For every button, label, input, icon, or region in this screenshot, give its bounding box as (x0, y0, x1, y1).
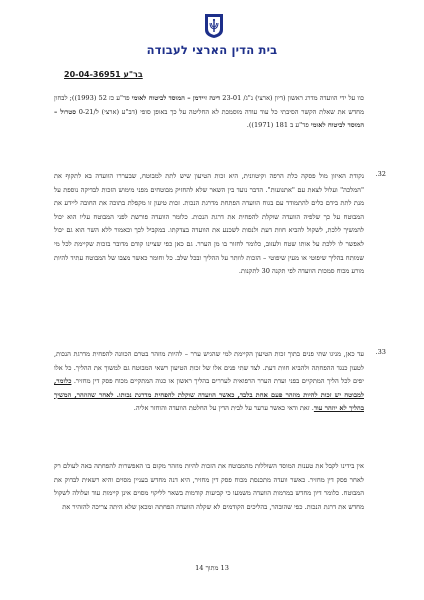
paragraph-33-text-1: עד כאן, מניגו שתי פנים בתוך זכות הטיעון הקיימת למי שהגיש ערר – להיות מוזהר בטרם הכוונה להפחית מדרגת הנכות, לטעון כנגד ההפחתה ולהביא חוות דעת. לצד שתי פנים אלו של זכות הטיעון רשאי המבוטח גם למשוך את ההליך. כל אלו יפים לכל הליך המתקיים בפני ועדת הערר הרפואית לעררים בהליך ראשון או כגוה המתקיים מכוח פסק דין מחזיר. (54, 350, 364, 386)
intro-citation-1: דינה זיידמן – המוסד לביטוח לאומי (131, 94, 221, 102)
intro-text-3: פד"ע ב 181 (1971)). (246, 121, 311, 130)
paragraph-33-emphasis: כלומר, למבוטח יש זכות להיות מוזהר פעם אחת בלבד, כאשר הוועדה שוקלת להפחית מדרגת נכותו. לאחר שהוזהר, המשיך בהליך לא יוזהר עוד (54, 377, 364, 413)
paragraph-33-text-2: . זאת ודאי כאשר ערער על לבית הדין על החלטת הוועדה והוחזר אליה. (133, 404, 314, 413)
paragraph-33 (54, 348, 364, 416)
state-emblem-icon (203, 13, 225, 39)
intro-text-1: כוו על ידי הוועדה מדרג ראשון (דיון (ארצי) נ"ג/ 23-01 (220, 94, 364, 102)
intro-citation-2: סטרול – המוסד לביטוח לאומי (54, 107, 364, 130)
paragraph-33-continued (54, 460, 364, 514)
intro-text-2: פד"ע כז 52 (1993)); לבחון מחדש את שאלת הקשר הסיבתי כל עוד עודה מוסמכת לא החליטה על כך באופן סופי (דב"ע (ארצי) ל/0-21 (54, 94, 364, 116)
paragraph-number-32: .32 (375, 170, 386, 178)
case-reference: בר"ע 20-04-36951 (64, 70, 143, 79)
paragraph-number-33: .33 (375, 348, 386, 356)
court-name-heading: בית הדין הארצי לעבודה (146, 43, 278, 57)
intro-paragraph (54, 92, 364, 133)
page-number-footer: 13 מתוך 14 (195, 564, 229, 572)
paragraph-33-continued-text: אין בידינו לקבל את טענות המוסד השוללות מהמבוטח את הזכות להיות מוזהר מקום בו האפשרות להפחתה באה לעולם רק לאחר פסק דין מחזיר. כאשר וועדה מתכנסת מכוח פסק דין מחזיר, היא דנה מחדש בעניין מסוים והיא רשאית לבדוק את המבוטח. כלומר דיון מחדש במרמות הוועדה משמעו כי קביעות קודמות בשאר לליקוי מסוים אינן קיימות עוד ועלולה לשקול מחדש את דרגת הנכות. כפי שהובהר, בהליכים הקודמים לא שקלה הוועדה הפחתה ומכאן שלא היתה צריכה להזהיר את (54, 462, 364, 511)
paragraph-32 (54, 170, 364, 279)
paragraph-32-text: נקודת האיזון מול פסקה כלת הרפה וקיטוונית, היא זכות הטיעון שיש לתת למבוטח, שבעררו הוועדה בא לתקוף את "המלכה" ועלול לצאת עם "אתנועות". הדבר נועד בין השאר שלא להחזיק מבוטחים מפני מימוש הזכות לבדיקה נוספת על מנת לתת בידם כלים להתמודד עם בגוח הוועדה הפתחת מדרגת הנכות. זכות טיעון זו מקפלת בתוכה את החובה ליידע את המבוטח על כך שלפיה הוועדה שוקלת להפחית את דרגת הנכות. כלומר הוועדה פורשת לפני המבוטח עליו הוא יכול להמשיך ללכת, לשקול להביא חוות דעת ולנסות לשכנע את הוועדה בצדקתו. במקביל לכך וכאמור ללא השר הוא גם יכול לאפשר לו ללכת על אותו שטח ולעזוב, כלומר לחזור בו מן הערר. גם כאן כפי שציינו קודם מדובר בזכות שקיימת לכל מי שמותח בהליך שיפוטי או מעין שיפוטי – הזכות לוותר על ההליך ובכל שלב. כל וחומר כאשר מצבו של המבוטח עתיד להיות מורע מכוח סמכות הוועדה לפי תקנה 30 לתקנות. (54, 172, 364, 276)
